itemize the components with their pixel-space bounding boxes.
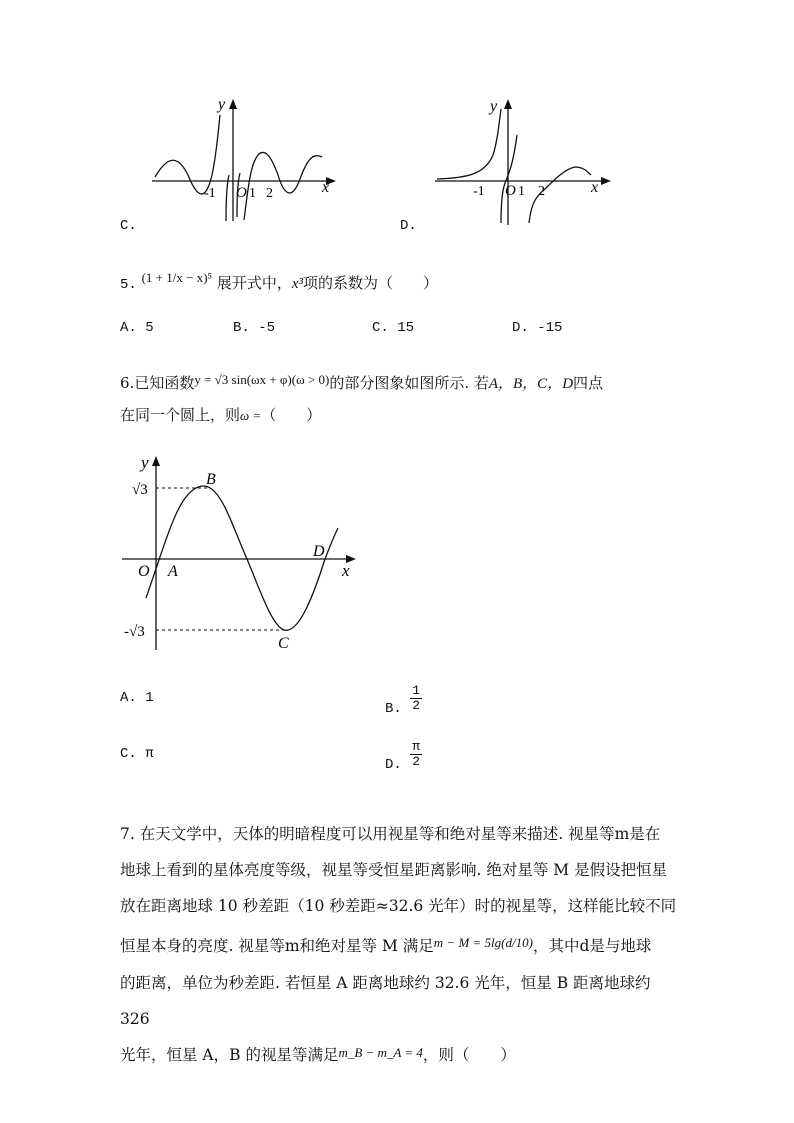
q4-option-c-label: C. <box>120 218 137 234</box>
q6-option-b <box>385 683 422 718</box>
q6-stem-part1: 已知函数 <box>134 374 195 392</box>
q6-option-d-label: D. <box>385 757 402 774</box>
q6-number: 6. <box>120 374 135 392</box>
q4-c-y-label: y <box>218 96 226 113</box>
q6-option-d-fraction <box>410 740 422 769</box>
q6-graph <box>112 450 367 655</box>
q6-option-d <box>385 739 422 774</box>
q6-omega: ω = <box>240 408 262 423</box>
q4-c-tick-1: 1 <box>249 186 256 201</box>
q7-line4 <box>120 928 680 965</box>
q6-function: y = √3 sin(ωx + φ)(ω > 0) <box>194 372 330 387</box>
q6-option-b-fraction <box>410 684 422 713</box>
q6-option-d-den: 2 <box>412 754 421 769</box>
q5-option-a: A. 5 <box>120 320 154 336</box>
q6-sine-curve <box>146 486 338 630</box>
q4-d-tick-neg1: -1 <box>473 184 485 199</box>
q6-option-b-label: B. <box>385 701 402 718</box>
q6-y-arrow <box>152 456 160 466</box>
q4-d-y-arrow <box>504 99 512 109</box>
q7-line4a: 恒星本身的亮度. 视星等m和绝对星等 M 满足 <box>120 937 434 955</box>
q4-graph-c <box>140 95 340 225</box>
q7-line3: 放在距离地球 10 秒差距（10 秒差距≈32.6 光年）时的视星等，这样能比较不同 <box>120 897 677 915</box>
q6-stem-line2 <box>120 404 321 427</box>
q4-c-tick-neg1: -1 <box>204 186 216 201</box>
q4-c-x-label: x <box>322 179 330 196</box>
q5-number: 5. <box>120 277 137 293</box>
q4-option-d-label: D. <box>400 218 417 234</box>
q6-option-b-num: 1 <box>412 683 421 698</box>
q6-y-label: y <box>141 453 149 472</box>
q6-point-d: D <box>313 543 325 560</box>
q6-point-b: B <box>206 471 216 488</box>
q5-term: x³ <box>291 276 304 292</box>
q7-line6b: ，则（ ） <box>422 1046 516 1064</box>
q7-line4b: ，其中d是与地球 <box>532 937 652 955</box>
q7-line2: 地球上看到的星体亮度等级，视星等受恒星距离影响. 绝对星等 M 是假设把恒星 <box>120 861 668 879</box>
q7-paragraph <box>120 816 680 1074</box>
q6-option-a: A. 1 <box>120 690 154 706</box>
q4-c-tick-origin: O <box>236 185 247 201</box>
q4-c-tick-2: 2 <box>266 186 273 201</box>
q5-option-b: B. -5 <box>233 320 276 336</box>
q4-d-tick-origin: O <box>505 183 516 199</box>
q4-d-tick-2: 2 <box>538 184 545 199</box>
q5-stem <box>120 272 438 296</box>
q6-points: A，B，C，D <box>488 376 574 392</box>
q4-graph-d <box>425 95 615 230</box>
q7-formula2: m_B − m_A = 4 <box>338 1045 423 1060</box>
q5-formula: (1 + 1/x − x)⁵ <box>141 270 213 285</box>
q4-d-tick-1: 1 <box>518 184 525 199</box>
q4-d-x-label: x <box>591 179 599 196</box>
q5-stem-text: 展开式中， <box>216 274 292 292</box>
q6-neg-sqrt3-label: -√3 <box>124 624 145 640</box>
q6-stem-line2a: 在同一个圆上，则 <box>120 406 241 424</box>
q6-option-d-num: π <box>412 739 421 754</box>
q5-stem-tail: 项的系数为（ ） <box>303 274 439 292</box>
q5-option-c: C. 15 <box>372 320 415 336</box>
q6-stem-part3: 四点 <box>573 374 604 392</box>
q7-line1: 7. 在天文学中，天体的明暗程度可以用视星等和绝对星等来描述. 视星等m是在 <box>120 825 661 843</box>
q4-c-y-arrow <box>229 99 237 109</box>
q7-formula1: m − M = 5lg(d/10) <box>433 935 533 950</box>
q6-stem-line2b: （ ） <box>261 406 322 424</box>
q5-option-d: D. -15 <box>512 320 563 336</box>
q4-d-y-label: y <box>490 98 498 115</box>
q6-stem-line1 <box>120 372 603 395</box>
q6-sqrt3-label: √3 <box>132 482 148 498</box>
q6-point-a: A <box>168 563 178 580</box>
q7-line6 <box>120 1037 680 1074</box>
q6-stem-part2: 的部分图象如图所示. 若 <box>329 374 489 392</box>
q4-d-x-arrow <box>601 177 611 185</box>
q6-option-c: C. π <box>120 746 154 762</box>
q6-x-label: x <box>342 561 350 580</box>
q6-option-b-den: 2 <box>412 698 421 713</box>
q7-line5: 的距离，单位为秒差距. 若恒星 A 距离地球约 32.6 光年，恒星 B 距离地球约 326 <box>120 974 651 1028</box>
q6-origin-label: O <box>138 563 150 580</box>
q6-point-c: C <box>278 635 289 652</box>
q7-line6a: 光年，恒星 A，B 的视星等满足 <box>120 1046 339 1064</box>
